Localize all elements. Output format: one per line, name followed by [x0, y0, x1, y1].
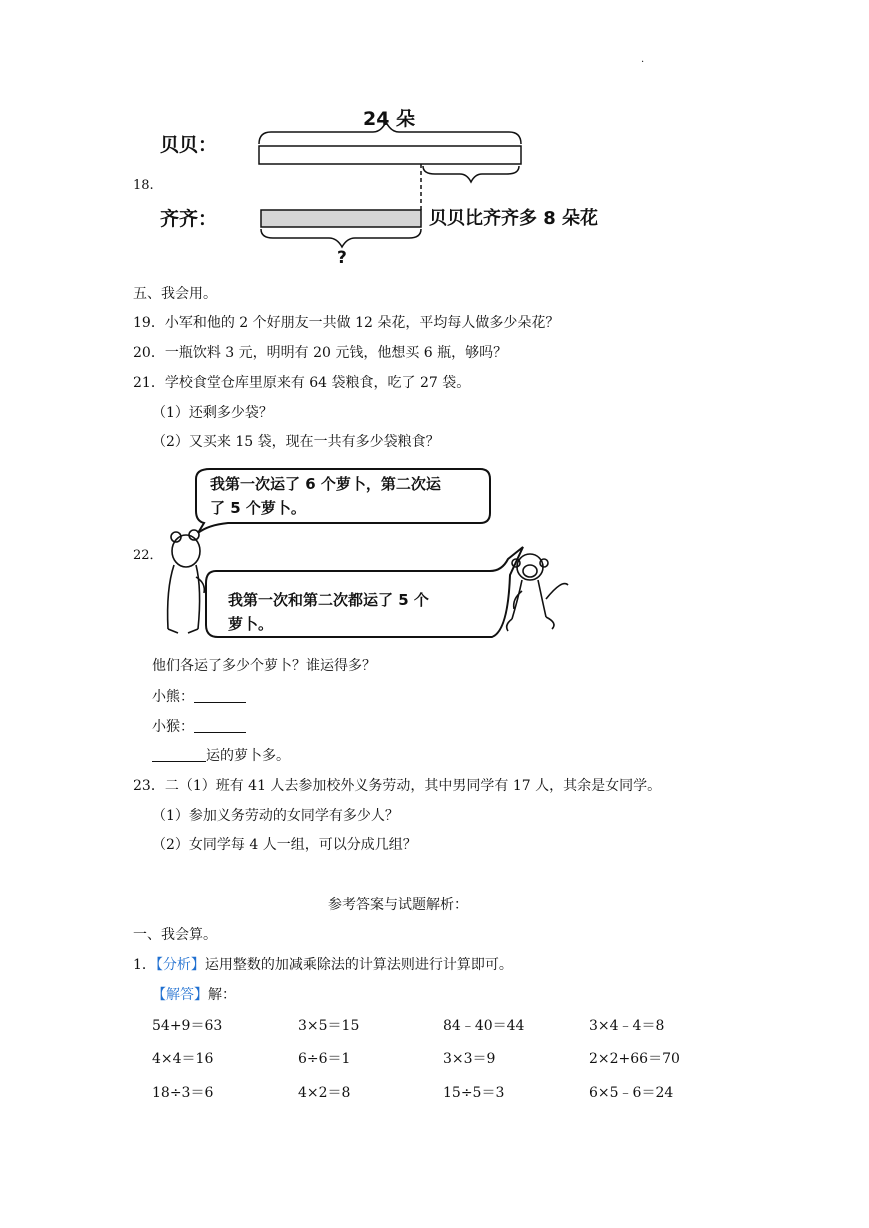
- bear-answer-row: [152, 686, 246, 706]
- bar-diagram: [155, 100, 625, 272]
- monkey-label: 小猴：: [152, 719, 194, 735]
- question-mark: ?: [337, 248, 347, 268]
- answers-section-1: 一、我会算。: [133, 927, 217, 943]
- bear-label: 小熊：: [152, 689, 194, 705]
- section-5-title: 五、我会用。: [133, 286, 217, 302]
- qiqi-brace: [261, 229, 421, 247]
- calc-cell: 84﹣40＝44: [443, 1018, 525, 1034]
- bubble-top-line-2: 了 5 个萝卜。: [210, 499, 306, 517]
- difference-brace: [423, 166, 519, 182]
- question-23-part-2: （2）女同学每 4 人一组，可以分成几组？: [152, 837, 417, 853]
- answer-1-solution-row: [152, 984, 236, 1004]
- winner-answer-blank[interactable]: [152, 747, 206, 762]
- winner-answer-row: [152, 745, 290, 765]
- beibei-label: 贝贝：: [160, 134, 218, 156]
- solution-text: 解：: [208, 987, 236, 1003]
- calc-cell: 18÷3＝6: [152, 1085, 214, 1101]
- calc-cell: 3×3＝9: [443, 1051, 496, 1067]
- answer-1-analysis-row: [133, 954, 513, 974]
- bubble-bottom-line-1: 我第一次和第二次都运了 5 个: [228, 591, 429, 609]
- question-21-part-1: （1）还剩多少袋？: [152, 405, 273, 421]
- calc-cell: 6×5﹣6＝24: [589, 1085, 674, 1101]
- qiqi-bar: [261, 210, 421, 227]
- analysis-text: 运用整数的加减乘除法的计算法则进行计算即可。: [204, 957, 513, 973]
- calc-cell: 4×4＝16: [152, 1051, 214, 1067]
- calc-cell: 3×5＝15: [298, 1018, 360, 1034]
- question-22-number: 22．: [133, 548, 163, 563]
- question-23: 23．二（1）班有 41 人去参加校外义务劳动，其中男同学有 17 人，其余是女同学。: [133, 778, 662, 794]
- bear-figure: [168, 530, 205, 633]
- calc-cell: 2×2+66＝70: [589, 1051, 680, 1067]
- analysis-tag: 【分析】: [155, 957, 205, 973]
- winner-suffix: 运的萝卜多。: [206, 748, 290, 764]
- solution-tag: 【解答】: [152, 987, 208, 1003]
- beibei-bar: [259, 146, 521, 164]
- question-21-part-2: （2）又买来 15 袋，现在一共有多少袋粮食？: [152, 434, 440, 450]
- q22-illustration: [158, 459, 570, 644]
- answer-1-number: 1．: [133, 957, 156, 973]
- question-18-number: 18.: [133, 178, 154, 193]
- answers-title: 参考答案与试题解析：: [328, 897, 468, 913]
- question-21: 21．学校食堂仓库里原来有 64 袋粮食，吃了 27 袋。: [133, 375, 471, 391]
- calc-cell: 6÷6＝1: [298, 1051, 351, 1067]
- monkey-figure: [507, 554, 568, 631]
- question-19: 19．小军和他的 2 个好朋友一共做 12 朵花，平均每人做多少朵花？: [133, 315, 560, 331]
- calc-cell: 4×2＝8: [298, 1085, 351, 1101]
- qiqi-label: 齐齐：: [160, 208, 218, 230]
- bear-answer-blank[interactable]: [194, 688, 246, 703]
- corner-mark: .: [641, 54, 645, 65]
- question-20: 20．一瓶饮料 3 元，明明有 20 元钱，他想买 6 瓶，够吗？: [133, 345, 508, 361]
- calc-cell: 54+9＝63: [152, 1018, 223, 1034]
- bubble-top-line-1: 我第一次运了 6 个萝卜，第二次运: [210, 475, 441, 493]
- difference-note: 贝贝比齐齐多 8 朵花: [429, 208, 599, 229]
- total-label: 24 朵: [363, 108, 416, 130]
- question-23-part-1: （1）参加义务劳动的女同学有多少人？: [152, 808, 399, 824]
- monkey-answer-row: [152, 716, 246, 736]
- calc-cell: 15÷5＝3: [443, 1085, 505, 1101]
- question-22-prompt: 他们各运了多少个萝卜？谁运得多？: [152, 658, 376, 674]
- calc-cell: 3×4﹣4＝8: [589, 1018, 665, 1034]
- bubble-bottom-line-2: 萝卜。: [228, 615, 274, 633]
- monkey-answer-blank[interactable]: [194, 718, 246, 733]
